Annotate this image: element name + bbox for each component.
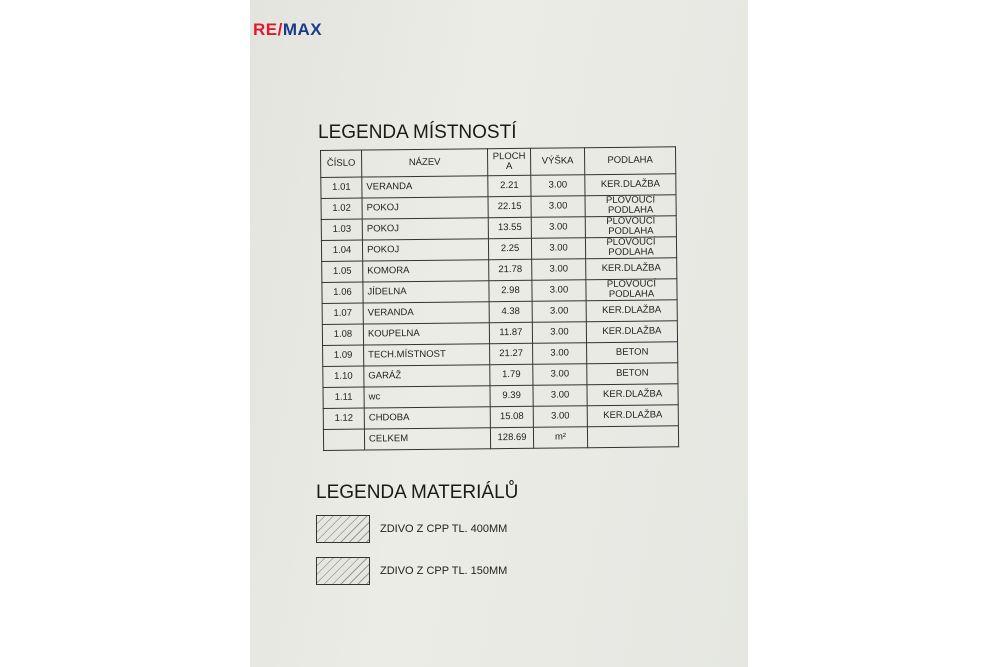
material-label: ZDIVO Z CPP TL. 150MM bbox=[380, 565, 508, 577]
cell-nazev: CHDOBA bbox=[364, 407, 490, 429]
cell-cislo: 1.09 bbox=[323, 345, 364, 366]
cell-vyska: 3.00 bbox=[533, 406, 587, 428]
cell-nazev: KOMORA bbox=[363, 260, 489, 282]
cell-plocha: 22.15 bbox=[488, 196, 531, 217]
table-row bbox=[321, 237, 676, 262]
cell-nazev: VERANDA bbox=[362, 176, 488, 198]
header-nazev: NÁZEV bbox=[362, 149, 488, 177]
cell-vyska: 3.00 bbox=[533, 343, 587, 365]
material-label: ZDIVO Z CPP TL. 400MM bbox=[380, 523, 508, 535]
materials-legend-title: LEGENDA MATERIÁLŮ bbox=[316, 482, 519, 503]
cell-podlaha: KER.DLAŽBA bbox=[587, 384, 678, 406]
cell-cislo: 1.06 bbox=[322, 282, 363, 303]
cell-cislo: 1.12 bbox=[323, 408, 364, 429]
cell-vyska: 3.00 bbox=[531, 217, 585, 239]
cell-nazev: wc bbox=[364, 386, 490, 408]
cell-plocha: 21.78 bbox=[489, 259, 532, 280]
cell-plocha: 2.21 bbox=[488, 175, 531, 196]
material-item bbox=[316, 515, 507, 543]
cell-cislo: 1.11 bbox=[323, 387, 364, 408]
cell-podlaha: PLOVOUCÍ PODLAHA bbox=[586, 279, 677, 301]
cell-nazev: TECH.MÍSTNOST bbox=[364, 344, 490, 366]
cell-vyska: 3.00 bbox=[533, 364, 587, 386]
cell-vyska: 3.00 bbox=[532, 301, 586, 323]
cell-vyska: 3.00 bbox=[531, 196, 585, 218]
cell-cislo: 1.03 bbox=[321, 219, 362, 240]
table-header bbox=[321, 147, 676, 178]
cell-plocha: 2.25 bbox=[488, 238, 531, 259]
cell-plocha: 4.38 bbox=[489, 301, 532, 322]
header-podlaha: PODLAHA bbox=[584, 147, 675, 175]
cell-podlaha: PLOVOUCÍ PODLAHA bbox=[585, 216, 676, 238]
total-row bbox=[323, 426, 678, 451]
cell-vyska: 3.00 bbox=[533, 385, 587, 407]
cell-podlaha: KER.DLAŽBA bbox=[586, 258, 677, 280]
cell-plocha: 13.55 bbox=[488, 217, 531, 238]
cell-podlaha: BETON bbox=[587, 363, 678, 385]
header-plocha: PLOCH A bbox=[487, 148, 530, 175]
cell-nazev: GARÁŽ bbox=[364, 365, 490, 387]
cell-nazev: JÍDELNA bbox=[363, 281, 489, 303]
total-empty bbox=[323, 429, 364, 450]
cell-cislo: 1.02 bbox=[321, 198, 362, 219]
hatch-swatch-icon bbox=[316, 515, 370, 543]
total-label: CELKEM bbox=[364, 428, 490, 450]
cell-podlaha: KER.DLAŽBA bbox=[586, 321, 677, 343]
cell-vyska: 3.00 bbox=[532, 322, 586, 344]
cell-podlaha: BETON bbox=[587, 342, 678, 364]
header-cislo: ČÍSLO bbox=[321, 150, 362, 177]
cell-nazev: POKOJ bbox=[362, 239, 488, 261]
cell-vyska: 3.00 bbox=[532, 259, 586, 281]
table-row bbox=[322, 279, 677, 304]
cell-plocha: 15.08 bbox=[490, 406, 533, 427]
material-item bbox=[316, 557, 507, 585]
cell-vyska: 3.00 bbox=[531, 175, 585, 197]
cell-plocha: 11.87 bbox=[489, 322, 532, 343]
cell-vyska: 3.00 bbox=[531, 238, 585, 260]
cell-podlaha: PLOVOUCÍ PODLAHA bbox=[585, 195, 676, 217]
cell-vyska: 3.00 bbox=[532, 280, 586, 302]
cell-nazev: KOUPELNA bbox=[363, 323, 489, 345]
hatch-swatch-icon bbox=[316, 557, 370, 585]
rooms-table bbox=[320, 146, 679, 451]
total-area: 128.69 bbox=[490, 427, 533, 448]
cell-podlaha: PLOVOUCÍ PODLAHA bbox=[585, 237, 676, 259]
total-unit: m² bbox=[533, 427, 587, 449]
remax-logo: RE/MAX bbox=[253, 20, 323, 39]
cell-cislo: 1.04 bbox=[321, 240, 362, 261]
cell-nazev: VERANDA bbox=[363, 302, 489, 324]
cell-plocha: 2.98 bbox=[489, 280, 532, 301]
total-empty-2 bbox=[587, 426, 678, 448]
cell-cislo: 1.01 bbox=[321, 177, 362, 198]
cell-podlaha: KER.DLAŽBA bbox=[586, 300, 677, 322]
cell-podlaha: KER.DLAŽBA bbox=[587, 405, 678, 427]
cell-cislo: 1.08 bbox=[322, 324, 363, 345]
cell-nazev: POKOJ bbox=[362, 218, 488, 240]
cell-podlaha: KER.DLAŽBA bbox=[585, 174, 676, 196]
header-vyska: VÝŠKA bbox=[530, 148, 584, 176]
cell-cislo: 1.05 bbox=[322, 261, 363, 282]
rooms-legend-title: LEGENDA MÍSTNOSTÍ bbox=[318, 122, 517, 143]
cell-plocha: 1.79 bbox=[490, 364, 533, 385]
cell-cislo: 1.07 bbox=[322, 303, 363, 324]
cell-plocha: 9.39 bbox=[490, 385, 533, 406]
cell-plocha: 21.27 bbox=[490, 343, 533, 364]
cell-cislo: 1.10 bbox=[323, 366, 364, 387]
cell-nazev: POKOJ bbox=[362, 197, 488, 219]
